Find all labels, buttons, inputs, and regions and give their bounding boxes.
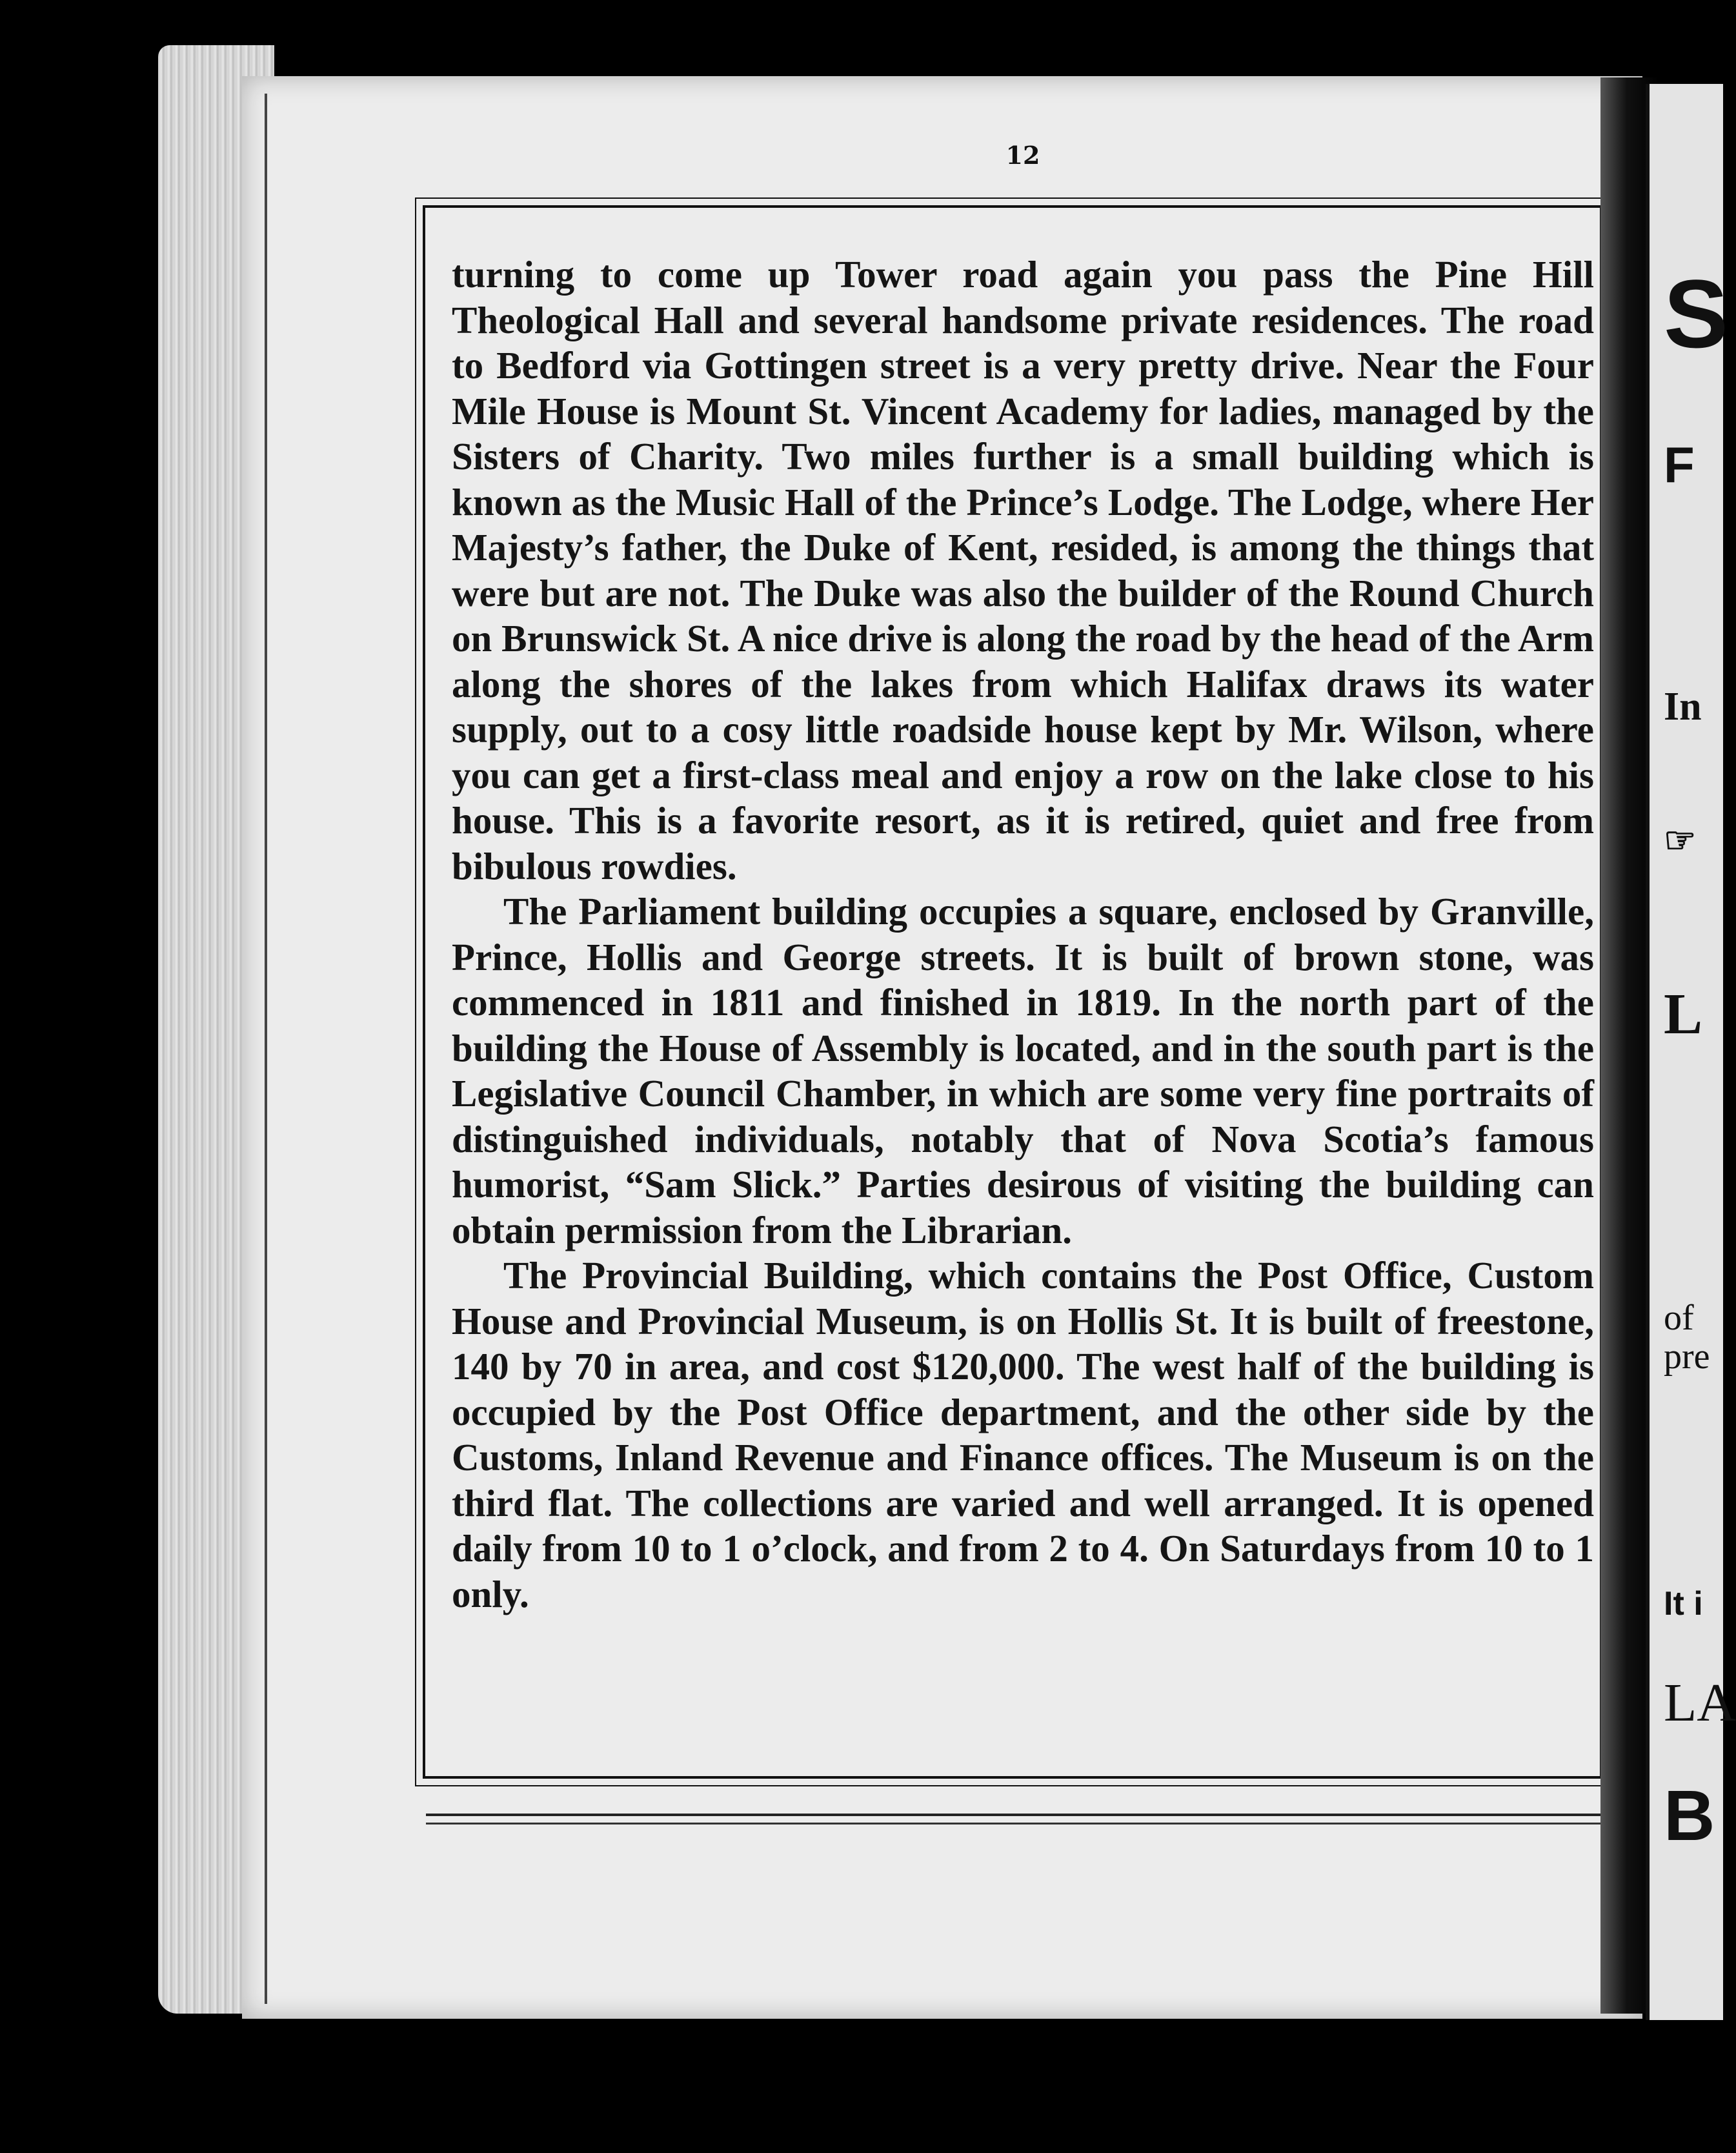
page-number: 12 <box>1005 141 1040 170</box>
adjacent-fragment: B <box>1664 1776 1715 1855</box>
page-text <box>452 252 1594 1617</box>
adjacent-fragment: It i <box>1664 1585 1703 1622</box>
adjacent-page-fragment <box>1646 84 1736 2020</box>
adjacent-fragment: of <box>1664 1298 1694 1338</box>
paragraph-parliament-building: The Parliament building occupies a square, enclosed by Granville, Prince, Hollis and George streets. It is built of brown stone, was commenced in 1811 and finished in 1819. In the north part of the building the House of Assembly is located, and in the south part is the Legislative Council Chamber, in which are some very fine portraits of distinguished individuals, notably that of Nova Scotia’s famous humorist, “Sam Slick.” Parties desirous of visiting the building can obtain permission from the Librarian. <box>452 890 1594 1251</box>
adjacent-fragment: L <box>1664 982 1703 1046</box>
adjacent-fragment: S <box>1664 259 1729 368</box>
paragraph-provincial-building: The Provincial Building, which contains the Post Office, Custom House and Provincial Museum, is on Hollis St. It is built of freestone, 140 by 70 in area, and cost $120,000. The west half of the building is occupied by the Post Office department, and the other side by the Customs, Inland Revenue and Finance offices. The Museum is on the third flat. The collections are varied and well arranged. It is opened daily from 10 to 1 o’clock, and from 2 to 4. On Saturdays from 10 to 1 only. <box>452 1254 1594 1615</box>
adjacent-fragment: In <box>1664 685 1702 729</box>
adjacent-fragment: F <box>1664 436 1695 493</box>
pointing-hand-icon: ☞ <box>1664 821 1697 861</box>
bottom-rule <box>426 1814 1600 1824</box>
paragraph-continued: turning to come up Tower road again you pass the Pine Hill Theological Hall and several handsome private residences. The road to Bedford via Gottingen street is a very pretty drive. Near the Four Mile House is Mount St. Vincent Academy for ladies, managed by the Sisters of Charity. Two miles further is a small building which is known as the Music Hall of the Prince’s Lodge. The Lodge, where Her Majesty’s father, the Duke of Kent, resided, is among the things that were but are not. The Duke was also the builder of the Round Church on Brunswick St. A nice drive is along the road by the head of the Arm along the shores of the lakes from which Halifax draws its water supply, out to a cosy little roadside house kept by Mr. Wilson, where you can get a first-class meal and enjoy a row on the lake close to his house. This is a favorite resort, as it is retired, quiet and free from bibulous rowdies. <box>452 253 1594 887</box>
adjacent-fragment: LA <box>1664 1673 1736 1733</box>
adjacent-fragment: pre <box>1664 1337 1710 1377</box>
